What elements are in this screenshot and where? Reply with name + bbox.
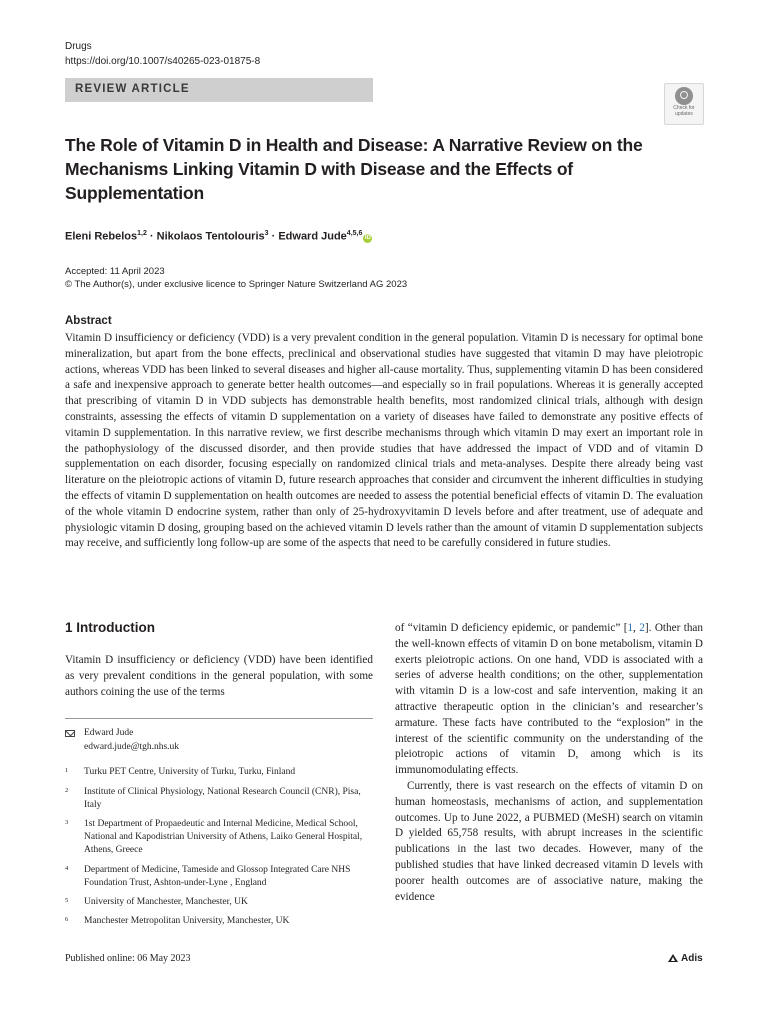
publisher-logo bbox=[668, 953, 703, 964]
paragraph-text: of “vitamin D deficiency epidemic, or pandemic” [ bbox=[395, 622, 628, 634]
check-updates-line2: updates bbox=[675, 110, 693, 117]
affiliation-number: 2 bbox=[65, 787, 69, 794]
citation-link[interactable]: 2 bbox=[639, 622, 645, 634]
affiliation-text: 1st Department of Propaedeutic and Internal Medicine, Medical School, National and Kapodistrian University of Athens, Laiko General Hospital, Athens, Greece bbox=[84, 819, 363, 855]
correspondence-email[interactable]: edward.jude@tgh.nhs.uk bbox=[84, 741, 180, 752]
affiliation-item bbox=[65, 896, 365, 909]
introduction-paragraph bbox=[395, 621, 703, 779]
affiliation-text: Turku PET Centre, University of Turku, Turku, Finland bbox=[84, 767, 296, 777]
article-title: The Role of Vitamin D in Health and Disease: A Narrative Review on the Mechanisms Linking Vitamin D with Disease and the Effects of Supplementation bbox=[65, 135, 643, 203]
orcid-icon[interactable]: iD bbox=[364, 234, 371, 241]
article-type-label: REVIEW ARTICLE bbox=[75, 83, 190, 95]
author-affiliation-marker: 1,2 bbox=[137, 230, 147, 237]
affiliation-item bbox=[65, 766, 365, 779]
author-name[interactable]: Edward Jude bbox=[278, 230, 347, 243]
author-name[interactable]: Nikolaos Tentolouris bbox=[156, 230, 265, 243]
affiliation-number: 5 bbox=[65, 897, 69, 904]
author-separator: · bbox=[146, 230, 157, 243]
check-updates-icon bbox=[675, 87, 693, 105]
paragraph-text: ]. Other than the well-known effects of vitamin D on bone metabolism, vitamin D exerts pleiotropic actions. On one hand, VDD is associated with a series of adverse health conditions; on the other, supplementation with vitamin D is a low-cost and safe intervention, making it an attractive therapeutic option in the clinician’s and researcher’s armature. These facts have contributed to the “explosion” in the interest of the scientific community on the understanding of the pleiotropic actions of vitamin D, among which is its immunomodulating effects. bbox=[395, 622, 703, 777]
affiliation-text: University of Manchester, Manchester, UK bbox=[84, 897, 248, 907]
envelope-icon bbox=[65, 730, 75, 737]
affiliation-number: 3 bbox=[65, 819, 69, 826]
abstract-heading: Abstract bbox=[65, 315, 112, 327]
correspondence-name: Edward Jude bbox=[84, 728, 134, 738]
citation-link[interactable]: 1 bbox=[627, 622, 634, 634]
affiliation-item bbox=[65, 786, 365, 812]
publisher-name: Adis bbox=[681, 953, 703, 964]
introduction-right-column bbox=[395, 621, 703, 905]
affiliation-number: 1 bbox=[65, 767, 69, 774]
citation-separator: , bbox=[633, 622, 640, 634]
doi-link[interactable]: https://doi.org/10.1007/s40265-023-01875-8 bbox=[65, 56, 261, 67]
check-updates-line1: Check for bbox=[673, 105, 695, 111]
author-name[interactable]: Eleni Rebelos bbox=[65, 230, 138, 243]
introduction-left-paragraph: Vitamin D insufficiency or deficiency (VDD) have been identified as very prevalent conditions in the general population, with some authors coining the use of the terms bbox=[65, 654, 373, 698]
affiliation-item bbox=[65, 818, 365, 857]
affiliation-text: Department of Medicine, Tameside and Glossop Integrated Care NHS Foundation Trust, Ashton-under-Lyne , England bbox=[84, 865, 351, 888]
affiliation-text: Manchester Metropolitan University, Manchester, UK bbox=[84, 916, 290, 926]
journal-name: Drugs bbox=[65, 41, 92, 52]
correspondence bbox=[84, 727, 179, 754]
affiliation-text: Institute of Clinical Physiology, National Research Council (CNR), Pisa, Italy bbox=[84, 787, 361, 810]
affiliation-item bbox=[65, 864, 365, 890]
check-for-updates-badge[interactable] bbox=[664, 83, 704, 125]
affiliation-item bbox=[65, 915, 365, 928]
affiliation-number: 6 bbox=[65, 916, 69, 923]
published-online-date: Published online: 06 May 2023 bbox=[65, 953, 191, 964]
accepted-date: Accepted: 11 April 2023 bbox=[65, 266, 165, 277]
author-affiliation-marker: 3 bbox=[264, 230, 269, 237]
footnote-divider bbox=[65, 718, 373, 719]
copyright-notice: © The Author(s), under exclusive licence to Springer Nature Switzerland AG 2023 bbox=[65, 279, 408, 290]
affiliation-number: 4 bbox=[65, 865, 69, 872]
author-affiliation-marker: 4,5,6 bbox=[346, 230, 363, 237]
adis-logo-icon bbox=[668, 954, 678, 962]
section-heading-introduction: 1 Introduction bbox=[65, 620, 155, 635]
author-separator: · bbox=[268, 230, 279, 243]
article-type-banner bbox=[65, 78, 373, 102]
introduction-paragraph: Currently, there is vast research on the effects of vitamin D on human homeostasis, mechanisms of action, and supplementation outcomes. Up to June 2022, a PUBMED (MeSH) search on vitamin D yielded 65,758 results, with abrupt increases in the scientific publications in the last two decades. However, many of the published studies that have linked decreased vitamin D levels with poorer health outcomes are of associative nature, making the evidence bbox=[395, 779, 703, 903]
abstract-text: Vitamin D insufficiency or deficiency (VDD) is a very prevalent condition in the general population. Vitamin D is necessary for optimal bone mineralization, but apart from the bone effects, preclinical and observational studies have suggested that vitamin D may have pleiotropic actions, whereas VDD has been linked to several diseases and higher all-cause mortality. Thus, supplementing vitamin D has been considered a safe and inexpensive approach to generate better health outcomes—and especially so in frail populations. Whereas it is generally accepted that prescribing of vitamin D in VDD subjects has demonstrable health benefits, most randomized clinical trials, although with design constraints, assessing the effects of vitamin D supplementation on a variety of diseases have failed to demonstrate any positive effects of vitamin D supplementation. In this narrative review, we first describe mechanisms through which vitamin D may exert an important role in the pathophysiology of the discussed disorder, and then provide studies that have addressed the impact of VDD and of vitamin D supplementation on each disorder, focusing especially on randomized clinical trials and meta-analyses. Despite there already being vast literature on the pleiotropic actions of vitamin D, future research approaches that consider and circumvent the inherent difficulties in studying the effects of vitamin D supplementation on health outcomes are needed to assess the potential beneficial effects of vitamin D. The evaluation of the whole vitamin D endocrine system, rather than only of 25-hydroxyvitamin D levels before and after treatment, use of adequate and physiologic vitamin D dosing, grouping based on the achieved vitamin D levels rather than the amount of vitamin D supplementation subjects may receive, and sufficiently long follow-up are some of the aspects that need to be carefully considered in future studies. bbox=[65, 332, 703, 550]
author-list bbox=[65, 227, 372, 244]
